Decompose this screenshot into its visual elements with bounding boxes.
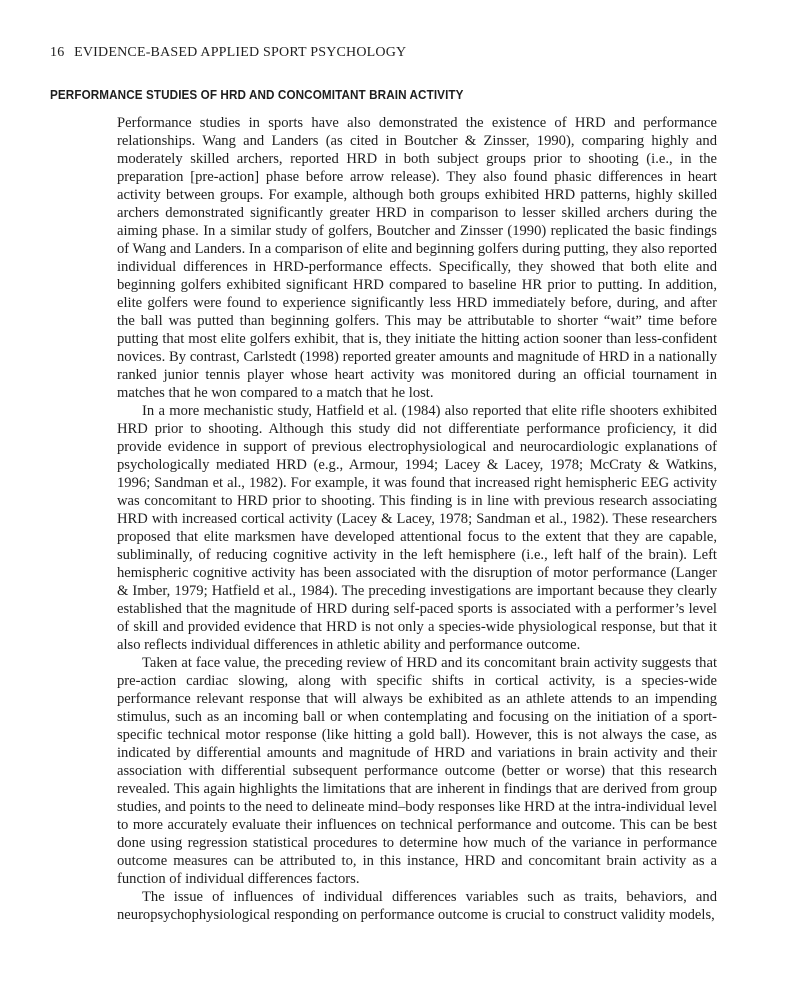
section-heading: PERFORMANCE STUDIES OF HRD AND CONCOMITANT BRAIN ACTIVITY xyxy=(50,87,464,102)
running-head xyxy=(50,45,406,61)
page-number: 16 xyxy=(50,45,65,60)
paragraph: The issue of influences of individual differences variables such as traits, behaviors, and neuropsychophysiological responding on performance outcome is crucial to construct validity models, xyxy=(117,889,717,923)
paragraph: In a more mechanistic study, Hatfield et al. (1984) also reported that elite rifle shooters exhibited HRD prior to shooting. Although this study did not differentiate performance proficiency, it did provide evidence in support of previous electrophysiological and neurocardiologic explanations of psychologically mediated HRD (e.g., Armour, 1994; Lacey & Lacey, 1978; McCraty & Watkins, 1996; Sandman et al., 1982). For example, it was found that increased right hemispheric EEG activity was concomitant to HRD prior to shooting. This finding is in line with previous research associating HRD with increased cortical activity (Lacey & Lacey, 1978; Sandman et al., 1982). These researchers proposed that elite marksmen have developed attentional focus to the extent that they are capable, subliminally, of reducing cognitive activity in the left hemisphere (i.e., left half of the brain). Left hemispheric cognitive activity has been associated with the disruption of motor performance (Langer & Imber, 1979; Hatfield et al., 1984). The preceding investigations are important because they clearly established that the magnitude of HRD during self-paced sports is associated with a performer’s level of skill and provided evidence that HRD is not only a species-wide physiological response, but that it also reflects individual differences in athletic ability and performance outcome. xyxy=(117,403,717,653)
body-text xyxy=(117,114,717,924)
paragraph: Performance studies in sports have also demonstrated the existence of HRD and performance relationships. Wang and Landers (as cited in Boutcher & Zinsser, 1990), comparing highly and moderately skilled archers, reported HRD in both subject groups prior to shooting (i.e., in the preparation [pre-action] phase before arrow release). They also found phasic differences in heart activity between groups. For example, although both groups exhibited HRD patterns, highly skilled archers demonstrated significantly greater HRD in comparison to lesser skilled archers during the aiming phase. In a similar study of golfers, Boutcher and Zinsser (1990) replicated the basic findings of Wang and Landers. In a comparison of elite and beginning golfers during putting, they also reported individual differences in HRD-performance effects. Specifically, they showed that both elite and beginning golfers exhibited significant HRD compared to baseline HR prior to putting. In addition, elite golfers were found to experience significantly less HRD immediately before, during, and after the ball was putted than beginning golfers. This may be attributable to shorter “wait” time before putting that most elite golfers exhibit, that is, they initiate the hitting action sooner than less-confident novices. By contrast, Carlstedt (1998) reported greater amounts and magnitude of HRD in a nationally ranked junior tennis player whose heart activity was monitored during an official tournament in matches that he won compared to a match that he lost. xyxy=(117,115,717,401)
paragraph: Taken at face value, the preceding review of HRD and its concomitant brain activity suggests that pre-action cardiac slowing, along with specific shifts in cortical activity, is a species-wide performance relevant response that will always be exhibited as an athlete attends to an impending stimulus, such as an incoming ball or when contemplating and focusing on the initiation of a sport-specific technical motor response (like hitting a gold ball). However, this is not always the case, as indicated by differential amounts and magnitude of HRD and variations in brain activity and their association with differential subsequent performance outcome (better or worse) that this research revealed. This again highlights the limitations that are inherent in findings that are derived from group studies, and points to the need to delineate mind–body responses like HRD at the intra-individual level to more accurately evaluate their influences on technical performance and outcome. This can be best done using regression statistical procedures to determine how much of the variance in performance outcome measures can be attributed to, in this instance, HRD and concomitant brain activity as a function of individual differences factors. xyxy=(117,655,717,887)
running-head-title: EVIDENCE-BASED APPLIED SPORT PSYCHOLOGY xyxy=(74,45,407,60)
